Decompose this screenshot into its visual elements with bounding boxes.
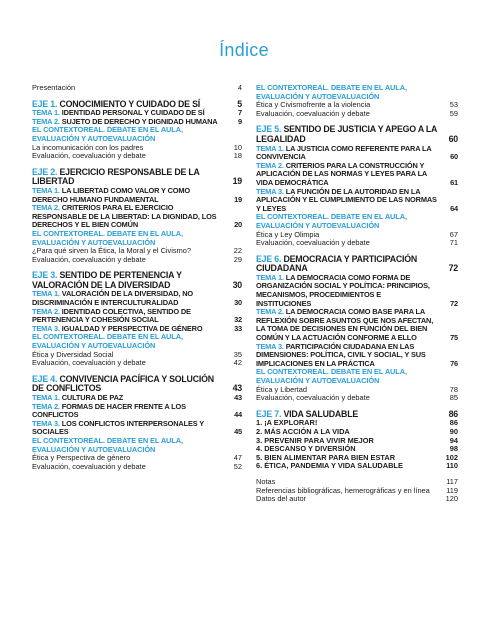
toc-page-number: 120 [445,494,458,504]
toc-entry-text: 3. PREVENIR PARA VIVIR MEJOR [256,435,374,445]
toc-entry-text: Evaluación, coevaluación y debate [256,108,370,118]
toc-entry-key: TEMA 1. [256,272,286,282]
toc-page-number: 22 [233,246,242,256]
toc-entry-text: IDENTIDAD COLECTIVA, SENTIDO DE PERTENENCIA Y COHESIÓN SOCIAL [32,306,191,325]
toc-page-number: 4 [237,83,242,92]
toc-entry-text: Evaluación, coevaluación y debate [32,254,146,264]
toc-topic-entry[interactable] [32,420,242,437]
toc-axis-entry[interactable] [32,168,242,187]
toc-context-heading[interactable] [256,84,458,101]
toc-entry-text: 5. BIEN ALIMENTAR PARA BIEN ESTAR [256,452,396,462]
toc-entry-title [256,495,444,504]
toc-entry-text: EL CONTEXTOREAL. DEBATE EN EL AULA, EVALUACIÓN Y AUTOEVALUACIÓN [32,125,183,143]
toc-entry-text: PARTICIPACIÓN CIUDADANA EN LAS DIMENSIONES: POLÍTICA, CIVIL Y SOCIAL, Y SUS IMPLICACIONES EN LA PRÁCTICA [256,341,426,368]
toc-entry-key: TEMA 2. [256,160,286,170]
toc-entry-title [32,403,228,420]
toc-entry-key: EJE 3. [32,270,60,281]
toc-entry-text: SUJETO DE DERECHO Y DIGNIDAD HUMANA [61,116,218,126]
toc-page-number: 59 [449,108,458,118]
toc-topic-entry[interactable] [256,162,458,188]
toc-entry-text: CONVIVENCIA PACÍFICA Y SOLUCIÓN DE CONFLICTOS [32,373,214,394]
toc-page-number: 53 [449,100,458,110]
toc-entry-title [256,239,444,248]
toc-entry-text: Evaluación, coevaluación y debate [256,393,370,403]
toc-entry-text: LA FUNCIÓN DE LA AUTORIDAD EN LA APLICACIÓN Y EL CUMPLIMIENTO DE LAS NORMAS Y LEYES [256,186,437,213]
toc-entry-key: TEMA 1. [256,143,286,153]
toc-page-number: 78 [449,384,458,394]
toc-page-number: 43 [234,393,242,402]
toc-entry-title [32,375,228,394]
toc-page-number: 18 [233,151,242,161]
toc-entry-text: ¿Para qué sirven la Ética, la Moral y el Civismo? [32,246,191,256]
toc-entry-key: TEMA 2. [32,306,62,316]
toc-context-heading[interactable] [32,437,242,454]
toc-entry-title [32,333,228,350]
toc-entry-title [32,359,228,368]
toc-topic-entry[interactable] [256,274,458,308]
toc-entry-title [32,271,228,290]
toc-entry-text: Ética y Diversidad Social [32,349,114,359]
toc-entry-title [32,463,228,472]
toc-page-number: 76 [450,358,458,368]
toc-entry-text: CULTURA DE PAZ [61,393,124,402]
toc-topic-entry[interactable] [256,343,458,369]
toc-page-number: 52 [233,461,242,471]
toc-entry-key: TEMA 3. [256,341,286,351]
toc-entry-title [32,230,228,247]
toc-entry[interactable] [256,110,458,119]
toc-entry-text: SENTIDO DE PERTENENCIA Y VALORACIÓN DE LA DIVERSIDAD [32,270,182,290]
toc-entry-title [256,188,444,214]
toc-axis-entry[interactable] [256,125,458,144]
toc-entry-text: La incomunicación con los padres [32,142,144,152]
toc-page-number: 43 [232,383,242,394]
toc-entry-title [256,368,444,385]
toc-entry-text: FORMAS DE HACER FRENTE A LOS CONFLICTOS [32,401,186,420]
toc-entry-key: TEMA 2. [32,203,62,213]
toc-page-number: 19 [234,194,242,204]
toc-entry-text: CRITERIOS PARA LA CONSTRUCCIÓN Y APLICACIÓN DE LAS NORMAS Y LEYES PARA LA VIDA DEMOCRÁTICA [256,160,427,187]
toc-page-number: 47 [233,453,242,463]
toc-entry[interactable] [256,239,458,248]
toc-entry-title [32,187,228,204]
toc-entry-text: EL CONTEXTOREAL. DEBATE EN EL AULA, EVALUACIÓN Y AUTOEVALUACIÓN [256,83,407,101]
toc-page-number: 71 [449,238,458,248]
toc-context-heading[interactable] [256,368,458,385]
toc-entry-title [32,437,228,454]
toc-entry-text: Evaluación, coevaluación y debate [256,238,370,248]
toc-page-number: 45 [234,427,242,437]
toc-entry-text: Evaluación, coevaluación y debate [32,461,146,471]
toc-entry-text: LOS CONFLICTOS INTERPERSONALES Y SOCIALES [32,418,204,437]
toc-topic-entry[interactable] [32,403,242,420]
toc-page-number: 98 [449,444,458,454]
toc-entry[interactable] [32,152,242,161]
toc-entry-text: EL CONTEXTOREAL. DEBATE EN EL AULA, EVALUACIÓN Y AUTOEVALUACIÓN [256,367,407,385]
toc-page-number: 85 [449,393,458,403]
toc-topic-entry[interactable] [256,308,458,342]
toc-page-number: 90 [449,426,458,436]
toc-entry-key: TEMA 3. [32,323,62,333]
toc-entry-text: CONOCIMIENTO Y CUIDADO DE SÍ [59,98,200,109]
toc-page-number: 110 [446,461,458,471]
toc-entry-text: LA JUSTICIA COMO REFERENTE PARA LA CONVIVENCIA [256,143,432,162]
toc-entry-key: EJE 6. [256,253,284,264]
toc-entry-text: Ética y Civismofrente a la violencia [256,100,371,110]
toc-entry-key: TEMA 1. [32,289,62,299]
toc-page-number: 30 [234,298,242,308]
toc-entry-title [32,84,228,93]
toc-entry-text: DEMOCRACIA Y PARTICIPACIÓN CIUDADANA [256,253,418,274]
toc-entry-title [256,255,444,274]
toc-column-left [32,84,242,471]
toc-page-number: 94 [449,435,458,445]
toc-page-number: 10 [233,142,242,152]
toc-entry-title [256,84,444,101]
toc-entry-key: EJE 5. [256,124,284,135]
toc-page-number: 5 [237,98,242,109]
toc-entry-text: 1. ¡A EXPLORAR! [256,418,318,428]
toc-entry-title [256,125,444,144]
toc-entry-text: Evaluación, coevaluación y debate [32,151,146,161]
toc-page-number: 60 [450,152,458,162]
toc-entry-title [256,213,444,230]
toc-entry-text: 4. DESCANSO Y DIVERSIÓN [256,444,356,454]
toc-axis-entry[interactable] [32,271,242,290]
toc-topic-entry[interactable] [32,308,242,325]
toc-entry-title [256,162,444,188]
toc-entry-text: Notas [256,476,276,486]
toc-entry-key: TEMA 3. [256,186,286,196]
toc-entry-key: TEMA 2. [256,307,286,317]
toc-page-number: 86 [449,418,458,428]
toc-entry-key: TEMA 3. [32,418,62,428]
toc-page-number: 75 [450,333,458,343]
toc-axis-entry[interactable] [256,255,458,274]
toc-entry-text: CRITERIOS PARA EL EJERCICIO RESPONSABLE DE LA LIBERTAD: LA DIGNIDAD, LOS DERECHOS Y EL BIEN COMÚN [32,203,217,230]
toc-entry-title [32,152,228,161]
toc-entry-title [32,290,228,307]
toc-page-number: 42 [233,358,242,368]
toc-topic-entry[interactable] [32,187,242,204]
toc-entry-title [256,394,444,403]
toc-entry-text: EL CONTEXTOREAL. DEBATE EN EL AULA, EVALUACIÓN Y AUTOEVALUACIÓN [32,332,183,351]
toc-entry-title [256,110,444,119]
toc-page-number: 29 [233,254,242,264]
toc-page-number: 64 [450,203,458,213]
toc-entry-key: EJE 1. [32,98,60,109]
toc-context-heading[interactable] [32,126,242,143]
toc-column-right [256,84,458,504]
toc-topic-entry[interactable] [32,204,242,230]
toc-entry-title [256,308,444,342]
toc-entry-title [32,126,228,143]
toc-entry-text: LA DEMOCRACIA COMO FORMA DE ORGANIZACIÓN SOCIAL Y POLÍTICA: PRINCIPIOS, MECANISMOS, PROCEDIMIENTOS E INSTITUCIONES [256,272,430,308]
toc-page-number: 30 [232,279,242,290]
toc-entry-title [256,274,444,308]
toc-entry-text: 6. ÉTICA, PANDEMIA Y VIDA SALUDABLE [256,461,403,471]
toc-entry-text: Evaluación, coevaluación y debate [32,358,146,368]
toc-axis-entry[interactable] [32,375,242,394]
toc-context-heading[interactable] [32,333,242,350]
toc-entry[interactable] [32,256,242,265]
toc-page-number: 33 [234,323,242,333]
toc-entry[interactable] [256,495,458,504]
toc-page-number: 72 [450,298,458,308]
toc-page-number: 119 [446,485,458,495]
toc-entry[interactable] [256,394,458,403]
toc-page-number: 7 [238,108,242,118]
toc-entry-text: IDENTIDAD PERSONAL Y CUIDADO DE SÍ [61,108,205,118]
toc-entry[interactable] [32,463,242,472]
section-gap [256,471,458,478]
toc-page-number: 61 [450,177,458,187]
toc-entry-title [32,256,228,265]
toc-entry-text: VIDA SALUDABLE [283,408,359,419]
toc-entry-text: EL CONTEXTOREAL. DEBATE EN EL AULA, EVALUACIÓN Y AUTOEVALUACIÓN [32,435,183,454]
toc-page-number: 72 [448,263,458,274]
toc-page-number: 9 [238,116,242,126]
toc-entry-title [256,145,444,162]
toc-entry-text: 2. MÁS ACCIÓN A LA VIDA [256,426,350,436]
toc-topic-entry[interactable] [256,188,458,214]
toc-topic-entry[interactable] [256,145,458,162]
toc-entry-title [32,420,228,437]
toc-page-number: 60 [448,133,458,144]
toc-page-number: 67 [449,229,458,239]
toc-entry-text: IGUALDAD Y PERSPECTIVA DE GÉNERO [61,323,203,333]
toc-entry-key: TEMA 1. [32,185,62,195]
toc-entry-text: Ética y Libertad [256,384,307,394]
toc-page-number: 32 [234,315,242,325]
toc-entry-text: EL CONTEXTOREAL. DEBATE EN EL AULA, EVALUACIÓN Y AUTOEVALUACIÓN [32,228,183,247]
toc-context-heading[interactable] [32,230,242,247]
toc-entry-title [256,462,444,471]
toc-entry-text: EJERCICIO RESPONSABLE DE LA LIBERTAD [32,166,200,187]
toc-entry-key: TEMA 1. [32,393,62,402]
toc-page-number: 19 [232,176,242,187]
toc-entry[interactable] [32,359,242,368]
toc-entry-text: Ética y Perspectiva de género [32,453,131,463]
toc-page-number: 20 [234,220,242,230]
toc-entry-text: Ética y Ley Olimpia [256,229,320,239]
toc-entry-title [32,204,228,230]
toc-entry-key: EJE 2. [32,166,60,177]
toc-context-heading[interactable] [256,213,458,230]
toc-entry-text: Presentación [32,83,76,92]
toc-entry-text: EL CONTEXTOREAL. DEBATE EN EL AULA, EVALUACIÓN Y AUTOEVALUACIÓN [256,212,407,230]
toc-entry-text: LA LIBERTAD COMO VALOR Y COMO DERECHO HUMANO FUNDAMENTAL [32,185,191,204]
toc-entry[interactable] [256,462,458,471]
toc-page-number: 102 [445,452,458,462]
toc-entry[interactable] [32,84,242,93]
toc-entry-key: EJE 7. [256,408,284,419]
toc-entry-text: Referencias bibliográficas, hemerográficas y en línea [256,485,430,495]
page-title: Índice [219,40,269,60]
toc-page-number: 44 [234,410,242,420]
toc-entry-title [256,343,444,369]
toc-entry-text: SENTIDO DE JUSTICIA Y APEGO A LA LEGALIDAD [256,124,437,144]
toc-entry-key: TEMA 2. [32,116,62,126]
toc-topic-entry[interactable] [32,290,242,307]
toc-entry-text: VALORACIÓN DE LA DIVERSIDAD, NO DISCRIMINACIÓN E INTERCULTURALIDAD [32,289,193,308]
toc-entry-key: TEMA 1. [32,108,62,118]
toc-page-number: 35 [233,349,242,359]
toc-entry-title [32,168,228,187]
toc-entry-text: Datos del autor [256,494,307,504]
toc-page-number: 117 [446,476,458,486]
toc-entry-title [32,308,228,325]
toc-entry-key: TEMA 2. [32,401,62,411]
toc-entry-key: EJE 4. [32,373,60,384]
toc-page-number: 86 [448,408,458,419]
toc-entry-text: LA DEMOCRACIA COMO BASE PARA LA REFLEXIÓN SOBRE ASUNTOS QUE NOS AFECTAN, LA TOMA DE DECISIONES EN FUNCIÓN DEL BIEN COMÚN Y LA ACTUACIÓN CONFORME A ELLO [256,307,434,343]
